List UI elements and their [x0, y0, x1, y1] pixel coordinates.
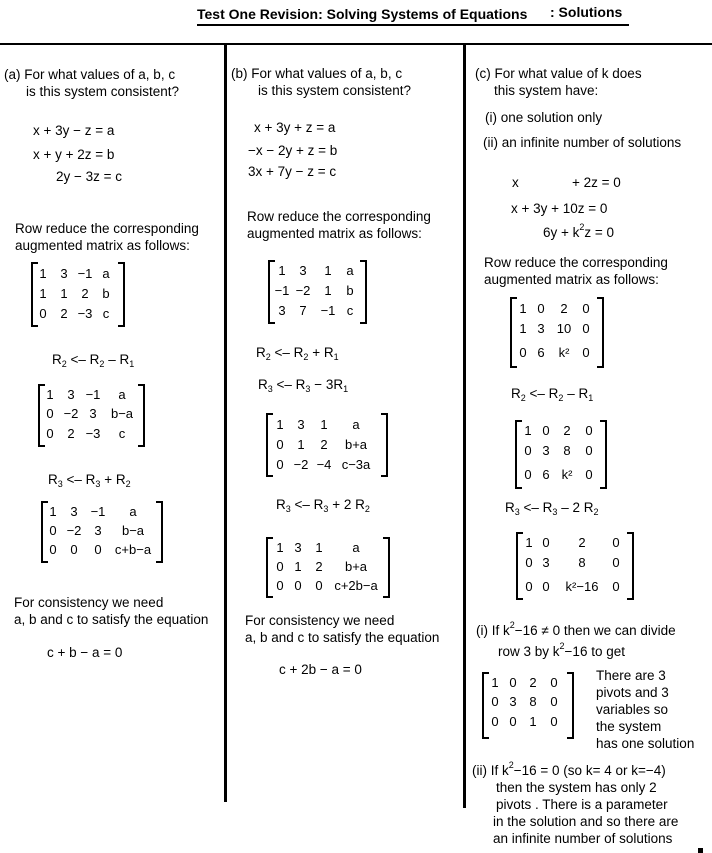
matrix-cell: 0: [46, 426, 54, 441]
row-op-text: R: [258, 377, 268, 392]
superscript: 2: [579, 222, 585, 232]
matrix-cell: 0: [49, 523, 57, 538]
question-c-line2: this system have:: [494, 83, 599, 98]
matrix-cell: a: [102, 266, 110, 281]
matrix-cell: 1: [297, 437, 305, 452]
matrix-cell: 1: [294, 559, 302, 574]
matrix-cell: −2: [66, 523, 82, 538]
row-op-text: + 2 R: [328, 497, 365, 512]
matrix-cell: b−a: [110, 406, 134, 421]
matrix-cell: 0: [276, 457, 284, 472]
note-line3: variables so: [596, 702, 669, 717]
matrix-cell: 0: [276, 437, 284, 452]
row-op-text: R: [48, 472, 58, 487]
system-b-eq3: 3x + 7y − z = c: [248, 164, 337, 179]
matrix-cell: b−a: [121, 523, 145, 538]
matrix-cell: 3: [542, 443, 550, 458]
matrix-cell: 0: [582, 301, 590, 316]
matrix-cell: 3: [297, 417, 305, 432]
row-op-b3: [276, 497, 370, 512]
matrix-cell: 0: [585, 443, 593, 458]
column-divider-2: [463, 45, 466, 808]
matrix-c2: [515, 420, 607, 489]
title-underline: [197, 24, 629, 26]
matrix-cell: 6: [537, 345, 545, 360]
matrix-cell: 2: [60, 306, 68, 321]
row-op-text: R: [256, 345, 266, 360]
final-equation-a: c + b − a = 0: [47, 645, 123, 660]
column-divider-1: [224, 45, 227, 802]
consistency-a-line2: a, b and c to satisfy the equation: [14, 612, 209, 627]
matrix-cell: k²: [561, 467, 573, 482]
subscript: 3: [552, 507, 558, 517]
row-reduce-c-line1: Row reduce the corresponding: [484, 255, 668, 270]
matrix-cell: 0: [276, 578, 284, 593]
matrix-cell: 0: [294, 578, 302, 593]
matrix-cell: b+a: [344, 437, 368, 452]
row-op-text: <– R: [66, 352, 100, 367]
subscript: 3: [323, 504, 329, 514]
note-line2: pivots and 3: [596, 685, 669, 700]
matrix-cell: 2: [67, 426, 75, 441]
subscript: 3: [514, 507, 520, 517]
eq-text: 6y + k: [543, 225, 580, 240]
matrix-cell: −1: [274, 283, 290, 298]
eq-text: z = 0: [584, 225, 615, 240]
row-op-a1: [52, 352, 134, 367]
matrix-cell: 1: [324, 283, 332, 298]
matrix-cell: 3: [537, 321, 545, 336]
subscript: 2: [125, 479, 131, 489]
row-op-text: <– R: [270, 345, 304, 360]
matrix-cell: 1: [525, 535, 533, 550]
matrix-c4: [482, 672, 574, 739]
matrix-cell: 2: [563, 423, 571, 438]
matrix-cell: c: [102, 306, 110, 321]
matrix-cell: 8: [578, 555, 586, 570]
matrix-c1: [510, 297, 604, 368]
matrix-cell: 0: [524, 467, 532, 482]
subscript: 2: [364, 504, 370, 514]
matrix-cell: 0: [612, 535, 620, 550]
matrix-cell: k²−16: [565, 579, 599, 594]
case-i-line1: [476, 620, 676, 638]
matrix-cell: 1: [39, 286, 47, 301]
subscript: 2: [61, 359, 67, 369]
system-b-eq1: x + 3y + z = a: [254, 120, 336, 135]
system-c-eq1-rest: + 2z = 0: [572, 175, 621, 190]
matrix-cell: 0: [612, 579, 620, 594]
matrix-cell: 2: [315, 559, 323, 574]
question-a-line1: (a) For what values of a, b, c: [4, 67, 176, 82]
subscript: 2: [265, 352, 271, 362]
row-op-text: − 3R: [310, 377, 344, 392]
matrix-cell: 2: [320, 437, 328, 452]
matrix-cell: b+a: [344, 559, 368, 574]
row-op-text: – 2 R: [557, 500, 594, 515]
subscript: 2: [558, 393, 564, 403]
matrix-cell: 1: [491, 675, 499, 690]
matrix-cell: 0: [509, 714, 517, 729]
matrix-cell: 1: [46, 387, 54, 402]
subscript: 1: [343, 384, 349, 394]
matrix-b2: [266, 413, 388, 477]
header-divider: [0, 43, 712, 45]
matrix-cell: 8: [563, 443, 571, 458]
matrix-cell: 0: [39, 306, 47, 321]
matrix-cell: 0: [315, 578, 323, 593]
row-op-text: + R: [100, 472, 126, 487]
matrix-cell: 3: [70, 504, 78, 519]
case-ii-line2: then the system has only 2: [496, 780, 657, 795]
row-op-text: R: [511, 386, 521, 401]
row-op-text: <– R: [62, 472, 96, 487]
case-ii-line5: an infinite number of solutions: [493, 831, 673, 846]
matrix-cell: 0: [542, 423, 550, 438]
matrix-cell: 1: [315, 540, 323, 555]
matrix-cell: a: [118, 387, 126, 402]
subscript: 2: [593, 507, 599, 517]
matrix-cell: 1: [39, 266, 47, 281]
subscript: 3: [285, 504, 291, 514]
system-b-eq2: −x − 2y + z = b: [248, 143, 338, 158]
matrix-cell: 1: [519, 321, 527, 336]
row-op-text: R: [276, 497, 286, 512]
matrix-a1: [31, 262, 125, 327]
matrix-cell: 0: [550, 714, 558, 729]
page-subtitle: : Solutions: [550, 4, 623, 20]
question-c-part-ii: (ii) an infinite number of solutions: [483, 135, 682, 150]
subscript: 3: [57, 479, 63, 489]
superscript: 2: [559, 641, 565, 651]
matrix-cell: 0: [491, 714, 499, 729]
case-ii-line4: in the solution and so there are: [493, 814, 679, 829]
case-text: −16 = 0 (so k= 4 or k=−4): [513, 763, 666, 778]
matrix-a2: [38, 384, 145, 447]
matrix-cell: −3: [77, 306, 93, 321]
question-b-line1: (b) For what values of a, b, c: [231, 66, 403, 81]
system-a-eq1: x + 3y − z = a: [33, 123, 115, 138]
final-equation-b: c + 2b − a = 0: [279, 662, 362, 677]
matrix-cell: 3: [67, 387, 75, 402]
matrix-cell: 0: [582, 321, 590, 336]
matrix-cell: a: [352, 417, 360, 432]
consistency-a-line1: For consistency we need: [14, 595, 164, 610]
matrix-cell: 2: [81, 286, 89, 301]
matrix-cell: 0: [585, 423, 593, 438]
row-reduce-a-line1: Row reduce the corresponding: [15, 221, 199, 236]
matrix-cell: 0: [519, 345, 527, 360]
row-op-c1: [511, 386, 593, 401]
matrix-cell: c+2b−a: [334, 578, 378, 593]
subscript: 2: [99, 359, 105, 369]
matrix-cell: 1: [278, 263, 286, 278]
matrix-cell: b: [102, 286, 110, 301]
row-reduce-b-line2: augmented matrix as follows:: [247, 226, 422, 241]
row-reduce-c-line2: augmented matrix as follows:: [484, 272, 659, 287]
system-a-eq2: x + y + 2z = b: [33, 147, 115, 162]
matrix-cell: −1: [77, 266, 93, 281]
matrix-cell: 3: [509, 694, 517, 709]
case-text: −16 to get: [564, 644, 625, 659]
matrix-cell: a: [129, 504, 137, 519]
case-text: (i) If k: [476, 623, 510, 638]
matrix-cell: 1: [529, 714, 537, 729]
subscript: 1: [333, 352, 339, 362]
matrix-cell: 3: [94, 523, 102, 538]
question-b-line2: is this system consistent?: [258, 83, 412, 98]
superscript: 2: [508, 760, 514, 770]
subscript: 3: [95, 479, 101, 489]
page-title: Test One Revision: Solving Systems of Equations: [197, 6, 528, 22]
matrix-cell: 1: [60, 286, 68, 301]
matrix-cell: 0: [542, 535, 550, 550]
case-text: −16 ≠ 0 then we can divide: [514, 623, 676, 638]
matrix-cell: 0: [525, 555, 533, 570]
case-text: (ii) If k: [472, 763, 509, 778]
matrix-cell: 3: [278, 303, 286, 318]
row-reduce-b-line1: Row reduce the corresponding: [247, 209, 431, 224]
subscript: 3: [305, 384, 311, 394]
question-c-part-i: (i) one solution only: [485, 110, 603, 125]
note-line5: has one solution: [596, 736, 695, 751]
subscript: 3: [267, 384, 273, 394]
matrix-cell: 0: [582, 345, 590, 360]
matrix-a3: [41, 501, 163, 563]
row-op-text: R: [505, 500, 515, 515]
matrix-cell: 0: [550, 694, 558, 709]
matrix-cell: 0: [276, 559, 284, 574]
row-reduce-a-line2: augmented matrix as follows:: [15, 238, 190, 253]
system-c-eq2: x + 3y + 10z = 0: [511, 201, 608, 216]
matrix-cell: 1: [276, 417, 284, 432]
matrix-cell: 0: [585, 467, 593, 482]
matrix-cell: 0: [550, 675, 558, 690]
matrix-cell: 1: [519, 301, 527, 316]
system-c-eq3: [543, 222, 615, 240]
case-text: row 3 by k: [498, 644, 560, 659]
question-a-line2: is this system consistent?: [26, 84, 180, 99]
matrix-cell: 3: [60, 266, 68, 281]
matrix-cell: −1: [85, 387, 101, 402]
consistency-b-line1: For consistency we need: [245, 613, 395, 628]
case-i-line2: [498, 641, 625, 659]
matrix-cell: 0: [542, 579, 550, 594]
matrix-cell: 0: [612, 555, 620, 570]
matrix-cell: 0: [46, 406, 54, 421]
corner-mark: [698, 848, 703, 853]
note-line4: the system: [596, 719, 662, 734]
matrix-b1: [268, 260, 367, 324]
matrix-cell: −2: [293, 457, 309, 472]
matrix-cell: c: [118, 426, 126, 441]
matrix-cell: 0: [537, 301, 545, 316]
row-op-text: <– R: [290, 497, 324, 512]
case-ii-line1: [472, 760, 666, 778]
row-op-text: <– R: [525, 386, 559, 401]
matrix-cell: 1: [49, 504, 57, 519]
matrix-cell: 0: [525, 579, 533, 594]
subscript: 1: [129, 359, 135, 369]
matrix-cell: 7: [299, 303, 307, 318]
row-op-text: + R: [308, 345, 334, 360]
matrix-cell: k²: [558, 345, 570, 360]
matrix-cell: −2: [295, 283, 311, 298]
matrix-cell: 2: [560, 301, 568, 316]
matrix-cell: c−3a: [341, 457, 371, 472]
consistency-b-line2: a, b and c to satisfy the equation: [245, 630, 440, 645]
matrix-b3: [266, 537, 390, 598]
matrix-cell: 1: [320, 417, 328, 432]
row-op-text: R: [52, 352, 62, 367]
matrix-cell: c: [346, 303, 354, 318]
system-c-eq1-x: x: [512, 175, 519, 190]
subscript: 2: [303, 352, 309, 362]
matrix-cell: 2: [578, 535, 586, 550]
matrix-cell: a: [352, 540, 360, 555]
system-a-eq3: 2y − 3z = c: [56, 169, 123, 184]
subscript: 2: [520, 393, 526, 403]
row-op-b1: [256, 345, 339, 360]
matrix-cell: 2: [529, 675, 537, 690]
matrix-cell: 0: [49, 542, 57, 557]
matrix-cell: 3: [299, 263, 307, 278]
matrix-cell: 3: [542, 555, 550, 570]
matrix-cell: a: [346, 263, 354, 278]
matrix-cell: 0: [524, 443, 532, 458]
row-op-b2: [258, 377, 348, 392]
row-op-text: – R: [104, 352, 130, 367]
question-c-line1: (c) For what value of k does: [475, 66, 642, 81]
superscript: 2: [509, 620, 515, 630]
row-op-text: <– R: [272, 377, 306, 392]
matrix-cell: c+b−a: [114, 542, 152, 557]
matrix-cell: −1: [320, 303, 336, 318]
matrix-cell: 3: [89, 406, 97, 421]
matrix-cell: 0: [70, 542, 78, 557]
note-line1: There are 3: [596, 668, 666, 683]
matrix-cell: −2: [63, 406, 79, 421]
matrix-cell: 6: [542, 467, 550, 482]
subscript: 1: [588, 393, 594, 403]
row-op-c2: [505, 500, 598, 515]
matrix-cell: 0: [491, 694, 499, 709]
matrix-cell: b: [346, 283, 354, 298]
matrix-cell: −3: [85, 426, 101, 441]
case-ii-line3: pivots . There is a parameter: [496, 797, 668, 812]
matrix-cell: 3: [294, 540, 302, 555]
matrix-cell: −4: [316, 457, 332, 472]
row-op-text: <– R: [519, 500, 553, 515]
row-op-a2: [48, 472, 131, 487]
matrix-cell: 1: [276, 540, 284, 555]
matrix-cell: 0: [94, 542, 102, 557]
matrix-cell: 0: [509, 675, 517, 690]
matrix-cell: 1: [524, 423, 532, 438]
row-op-text: – R: [563, 386, 589, 401]
matrix-cell: 8: [529, 694, 537, 709]
matrix-cell: 10: [556, 321, 572, 336]
matrix-cell: 1: [324, 263, 332, 278]
matrix-cell: −1: [90, 504, 106, 519]
matrix-c3: [516, 532, 634, 600]
